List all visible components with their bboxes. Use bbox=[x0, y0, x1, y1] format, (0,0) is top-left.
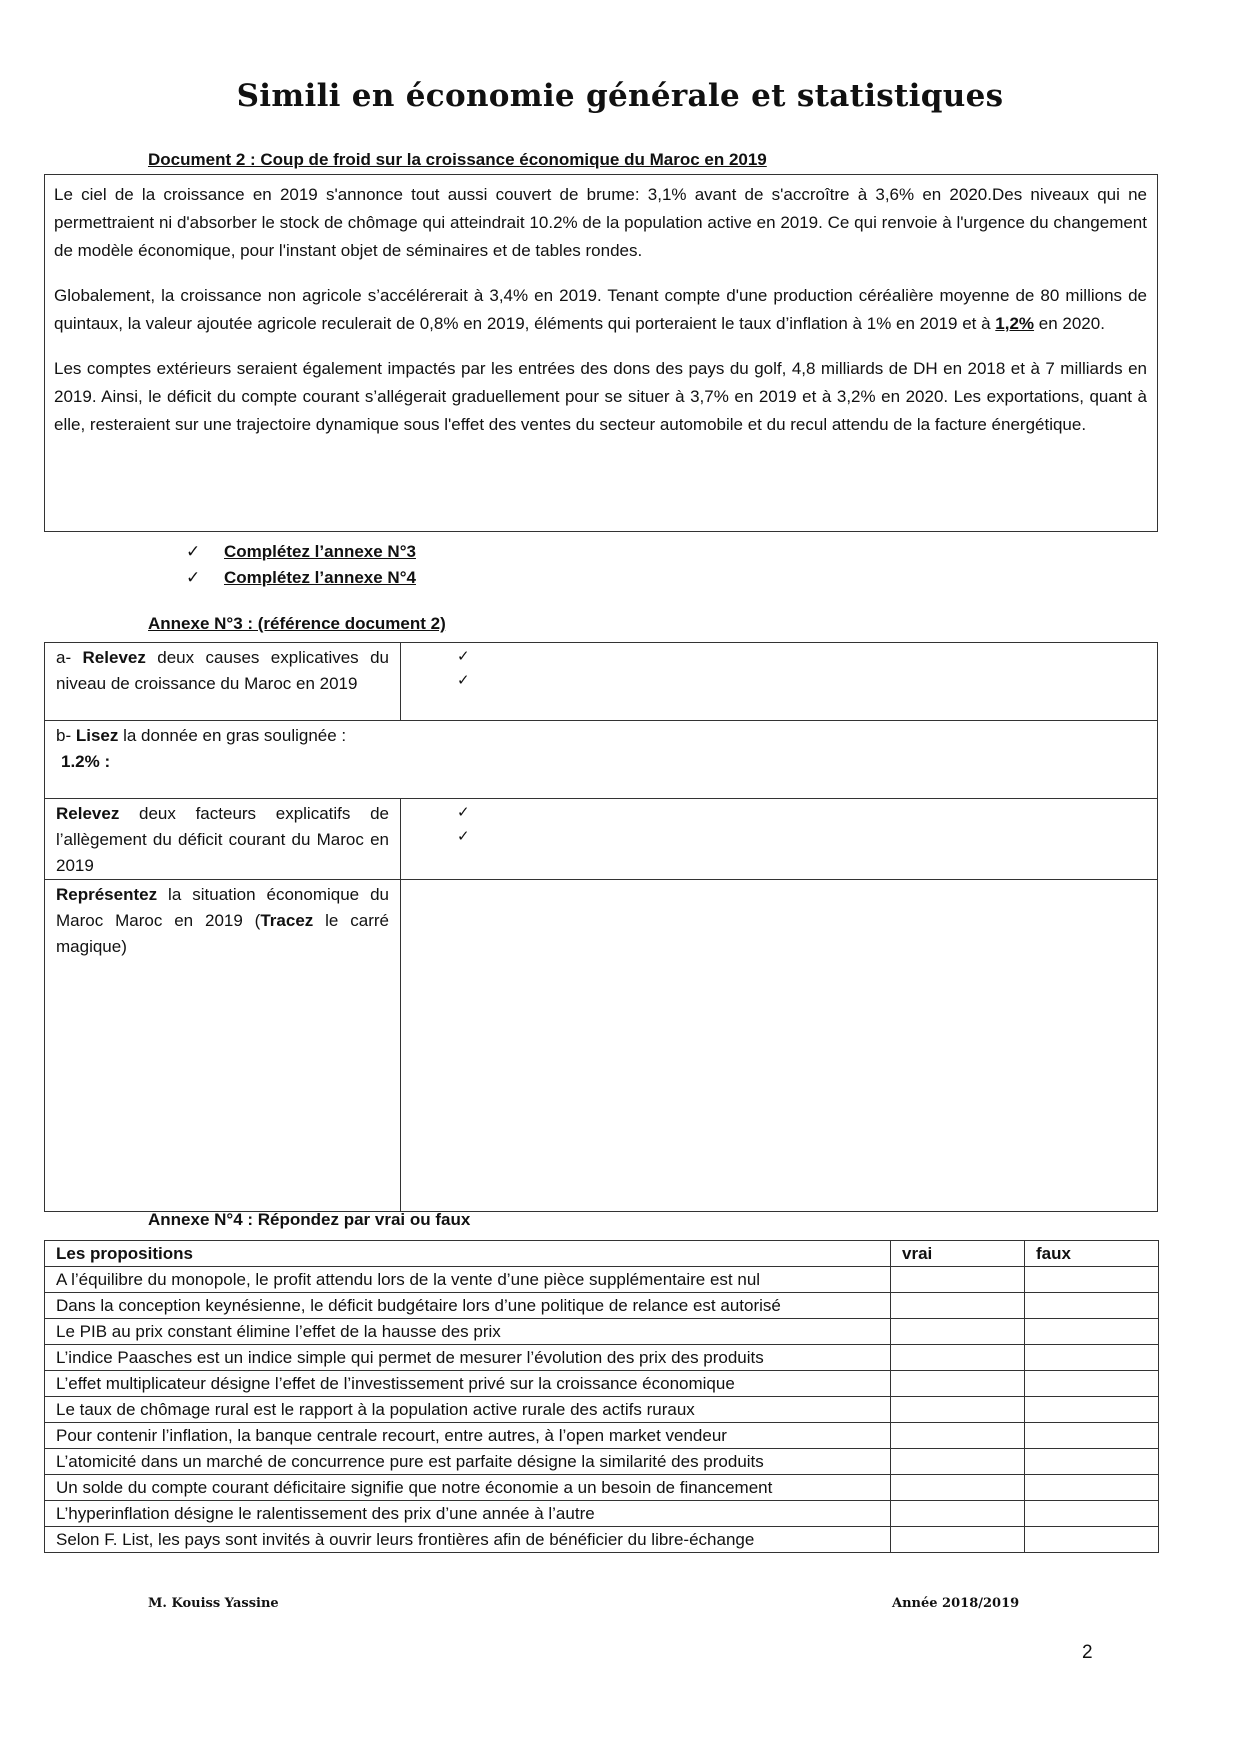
document-paragraph-3: Les comptes extérieurs seraient également impactés par les entrées des dons des pays du golf, 4,8 milliards de DH en 2018 et à 7 milliards en 2019. Ainsi, le déficit du compte courant s’allégerait graduellement pour se situer à 3,7% en 2019 et à 3,2% en 2020. Les exportations, quant à elle, resteraient sur une trajectoire dynamique sous l'effet des ventes du secteur automobile et du recul attendu de la facture énergétique. bbox=[54, 359, 1147, 434]
instructions-list bbox=[186, 539, 416, 591]
proposition-cell: Le PIB au prix constant élimine l’effet de la hausse des prix bbox=[45, 1319, 891, 1345]
footer-author: M. Kouiss Yassine bbox=[148, 1596, 279, 1611]
faux-cell[interactable] bbox=[1025, 1293, 1159, 1319]
table-row bbox=[45, 1475, 1159, 1501]
vrai-cell[interactable] bbox=[891, 1397, 1025, 1423]
vrai-cell[interactable] bbox=[891, 1293, 1025, 1319]
table-row bbox=[45, 643, 1158, 721]
highlighted-value: 1,2% bbox=[995, 314, 1035, 333]
table-row bbox=[45, 721, 1158, 799]
faux-cell[interactable] bbox=[1025, 1475, 1159, 1501]
question-cell: Représentez la situation économique du Maroc Maroc en 2019 (Tracez le carré magique) bbox=[45, 880, 401, 1212]
annexe4-table bbox=[44, 1240, 1159, 1553]
column-header-vrai: vrai bbox=[891, 1241, 1025, 1267]
question-cell: a- Relevez deux causes explicatives du niveau de croissance du Maroc en 2019 bbox=[45, 643, 401, 721]
vrai-cell[interactable] bbox=[891, 1501, 1025, 1527]
faux-cell[interactable] bbox=[1025, 1501, 1159, 1527]
proposition-cell: Selon F. List, les pays sont invités à ouvrir leurs frontières afin de bénéficier du libre-échange bbox=[45, 1527, 891, 1553]
annexe3-table bbox=[44, 642, 1158, 1212]
answer-cell[interactable] bbox=[401, 799, 1158, 880]
table-row bbox=[45, 1397, 1159, 1423]
faux-cell[interactable] bbox=[1025, 1449, 1159, 1475]
proposition-cell: L’indice Paasches est un indice simple qui permet de mesurer l’évolution des prix des produits bbox=[45, 1345, 891, 1371]
faux-cell[interactable] bbox=[1025, 1527, 1159, 1553]
data-value: 1.2% : bbox=[61, 752, 111, 771]
checkmark-icon: ✓ bbox=[186, 568, 201, 587]
vrai-cell[interactable] bbox=[891, 1449, 1025, 1475]
table-row bbox=[45, 799, 1158, 880]
checkmark-icon: ✓ bbox=[457, 672, 470, 689]
proposition-cell: Dans la conception keynésienne, le déficit budgétaire lors d’une politique de relance est autorisé bbox=[45, 1293, 891, 1319]
instruction-item: ✓ Complétez l’annexe N°4 bbox=[186, 565, 416, 591]
vrai-cell[interactable] bbox=[891, 1345, 1025, 1371]
question-cell: Relevez deux facteurs explicatifs de l’allègement du déficit courant du Maroc en 2019 bbox=[45, 799, 401, 880]
drawing-area[interactable] bbox=[401, 880, 1158, 1212]
proposition-cell: L’atomicité dans un marché de concurrence pure est parfaite désigne la similarité des produits bbox=[45, 1449, 891, 1475]
table-row bbox=[45, 1371, 1159, 1397]
table-row bbox=[45, 1501, 1159, 1527]
table-row bbox=[45, 1319, 1159, 1345]
column-header-propositions: Les propositions bbox=[45, 1241, 891, 1267]
table-row bbox=[45, 1423, 1159, 1449]
proposition-cell: Pour contenir l’inflation, la banque centrale recourt, entre autres, à l’open market vendeur bbox=[45, 1423, 891, 1449]
proposition-cell: Le taux de chômage rural est le rapport à la population active rurale des actifs ruraux bbox=[45, 1397, 891, 1423]
vrai-cell[interactable] bbox=[891, 1267, 1025, 1293]
faux-cell[interactable] bbox=[1025, 1371, 1159, 1397]
faux-cell[interactable] bbox=[1025, 1267, 1159, 1293]
document-text-box bbox=[44, 174, 1158, 532]
table-row bbox=[45, 880, 1158, 1212]
annexe4-heading: Annexe N°4 : Répondez par vrai ou faux bbox=[148, 1210, 471, 1229]
checkmark-icon: ✓ bbox=[457, 804, 470, 821]
faux-cell[interactable] bbox=[1025, 1345, 1159, 1371]
faux-cell[interactable] bbox=[1025, 1319, 1159, 1345]
answer-cell[interactable] bbox=[401, 643, 1158, 721]
table-row bbox=[45, 1293, 1159, 1319]
proposition-cell: Un solde du compte courant déficitaire signifie que notre économie a un besoin de financement bbox=[45, 1475, 891, 1501]
vrai-cell[interactable] bbox=[891, 1423, 1025, 1449]
proposition-cell: A l’équilibre du monopole, le profit attendu lors de la vente d’une pièce supplémentaire est nul bbox=[45, 1267, 891, 1293]
vrai-cell[interactable] bbox=[891, 1371, 1025, 1397]
table-row bbox=[45, 1449, 1159, 1475]
checkmark-icon: ✓ bbox=[457, 828, 470, 845]
faux-cell[interactable] bbox=[1025, 1397, 1159, 1423]
faux-cell[interactable] bbox=[1025, 1423, 1159, 1449]
vrai-cell[interactable] bbox=[891, 1319, 1025, 1345]
table-row bbox=[45, 1345, 1159, 1371]
page-number: 2 bbox=[1082, 1642, 1093, 1663]
table-header-row bbox=[45, 1241, 1159, 1267]
document-heading: Document 2 : Coup de froid sur la croissance économique du Maroc en 2019 bbox=[148, 150, 767, 169]
proposition-cell: L’effet multiplicateur désigne l’effet de l’investissement privé sur la croissance économique bbox=[45, 1371, 891, 1397]
checkmark-icon: ✓ bbox=[457, 648, 470, 665]
table-row bbox=[45, 1267, 1159, 1293]
document-paragraph-1: Le ciel de la croissance en 2019 s'annonce tout aussi couvert de brume: 3,1% avant de s'accroître à 3,6% en 2020.Des niveaux qui ne permettraient ni d'absorber le stock de chômage qui atteindrait 10.2% de la population active en 2019. Ce qui renvoie à l'urgence du changement de modèle économique, pour l'instant objet de séminaires et de tables rondes. bbox=[54, 185, 1147, 260]
instruction-item: ✓ Complétez l’annexe N°3 bbox=[186, 539, 416, 565]
vrai-cell[interactable] bbox=[891, 1475, 1025, 1501]
table-row bbox=[45, 1527, 1159, 1553]
page-title: Simili en économie générale et statistiques bbox=[236, 78, 1004, 114]
footer-year: Année 2018/2019 bbox=[892, 1596, 1020, 1611]
vrai-cell[interactable] bbox=[891, 1527, 1025, 1553]
proposition-cell: L’hyperinflation désigne le ralentissement des prix d’une année à l’autre bbox=[45, 1501, 891, 1527]
column-header-faux: faux bbox=[1025, 1241, 1159, 1267]
annexe3-heading: Annexe N°3 : (référence document 2) bbox=[148, 614, 446, 633]
question-cell: b- Lisez la donnée en gras soulignée : 1.2% : bbox=[45, 721, 1158, 799]
checkmark-icon: ✓ bbox=[186, 542, 201, 561]
document-paragraph-2: Globalement, la croissance non agricole s’accélérerait à 3,4% en 2019. Tenant compte d'une production céréalière moyenne de 80 millions de quintaux, la valeur ajoutée agricole reculerait de 0,8% en 2019, éléments qui porteraient le taux d’inflation à 1% en 2019 et à 1,2% en 2020. bbox=[54, 286, 1147, 333]
